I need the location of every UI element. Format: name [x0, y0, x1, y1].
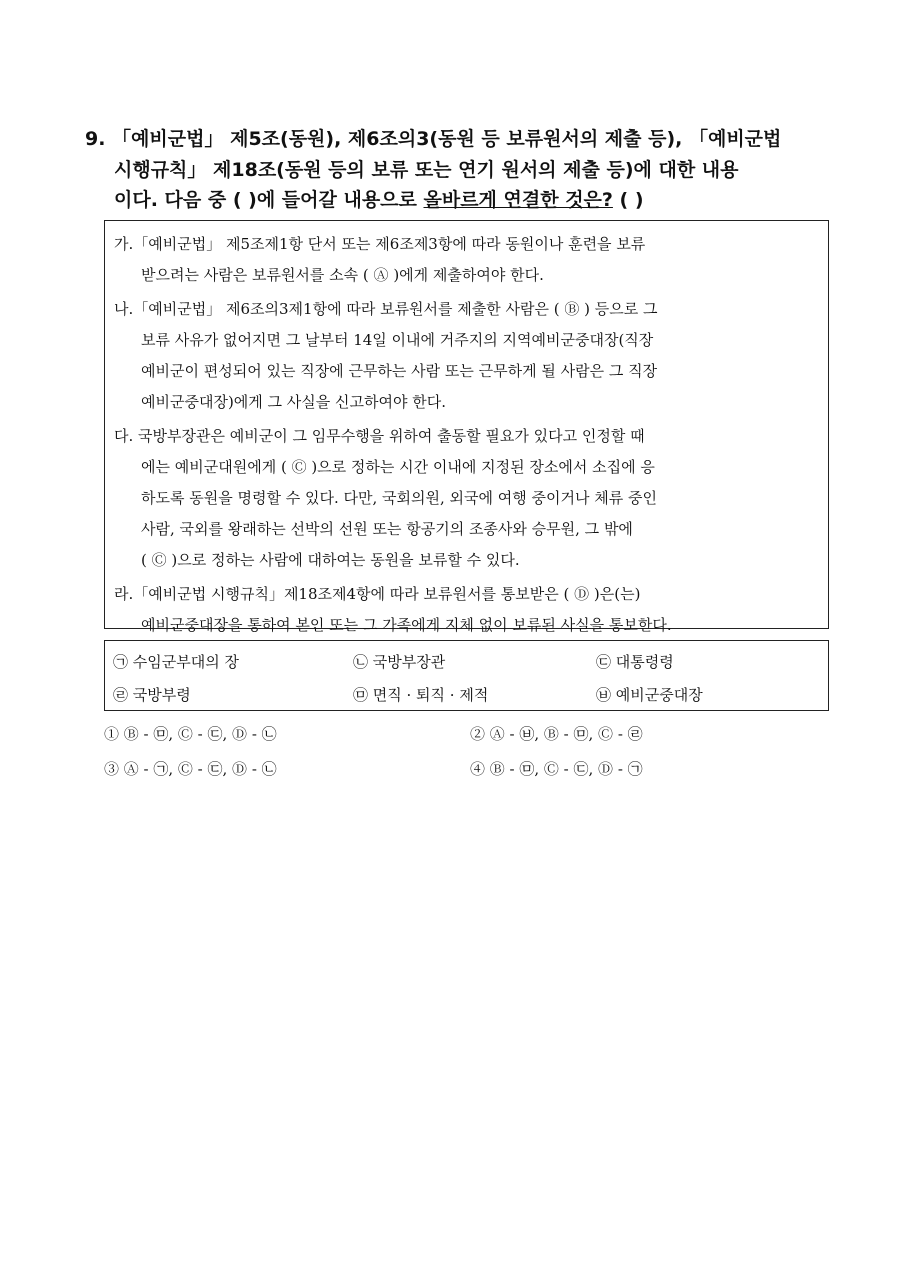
- statement-box: [104, 220, 829, 634]
- options-box: [104, 640, 829, 711]
- answer-choice-1[interactable]: ① Ⓑ - ㉤, Ⓒ - ㉢, Ⓓ - ㉡: [104, 725, 277, 743]
- question-emphasis: 올바르게 연결한 것은?: [423, 189, 613, 211]
- statement-line: 받으려는 사람은 보류원서를 소속 ( Ⓐ )에게 제출하여야 한다.: [141, 266, 544, 284]
- option-giyeok: ㉠ 수임군부대의 장: [113, 653, 239, 671]
- question-text: [85, 124, 840, 216]
- statement-line: ( Ⓒ )으로 정하는 사람에 대하여는 동원을 보류할 수 있다.: [141, 551, 520, 569]
- question-answer-blank: ( ): [612, 189, 644, 211]
- statement-line: 가.「예비군법」 제5조제1항 단서 또는 제6조제3항에 따라 동원이나 훈련을 보류: [114, 235, 646, 253]
- answer-choice-4[interactable]: ④ Ⓑ - ㉤, Ⓒ - ㉢, Ⓓ - ㉠: [470, 760, 643, 778]
- option-mieum: ㉤ 면직 · 퇴직 · 제적: [353, 686, 489, 704]
- answer-choice-3[interactable]: ③ Ⓐ - ㉠, Ⓒ - ㉢, Ⓓ - ㉡: [104, 760, 277, 778]
- statement-line: 예비군이 편성되어 있는 직장에 근무하는 사람 또는 근무하게 될 사람은 그 직장: [141, 362, 658, 380]
- statement-line: 에는 예비군대원에게 ( Ⓒ )으로 정하는 시간 이내에 지정된 장소에서 소집에 응: [141, 458, 655, 476]
- answer-choice-2[interactable]: ② Ⓐ - ㉥, Ⓑ - ㉤, Ⓒ - ㉣: [470, 725, 643, 743]
- option-rieul: ㉣ 국방부령: [113, 686, 191, 704]
- statement-line: 다. 국방부장관은 예비군이 그 임무수행을 위하여 출동할 필요가 있다고 인정할 때: [114, 427, 645, 445]
- question-line-1: 9. 「예비군법」 제5조(동원), 제6조의3(동원 등 보류원서의 제출 등), 「예비군법: [85, 128, 782, 150]
- statement-line: 예비군중대장)에게 그 사실을 신고하여야 한다.: [141, 393, 447, 411]
- question-line-2: 시행규칙」 제18조(동원 등의 보류 또는 연기 원서의 제출 등)에 대한 내용: [114, 158, 739, 181]
- statement-line: 보류 사유가 없어지면 그 날부터 14일 이내에 거주지의 지역예비군중대장(직장: [141, 331, 654, 349]
- statement-line: 라.「예비군법 시행규칙」제18조제4항에 따라 보류원서를 통보받은 ( Ⓓ )은(는): [114, 585, 641, 603]
- statement-line: 나.「예비군법」 제6조의3제1항에 따라 보류원서를 제출한 사람은 ( Ⓑ ) 등으로 그: [114, 300, 658, 318]
- question-line-3-start: 이다. 다음 중 ( )에 들어갈 내용으로: [114, 189, 424, 211]
- statement-ga: [114, 229, 820, 291]
- statement-ra: [114, 579, 820, 641]
- statement-line: 사람, 국외를 왕래하는 선박의 선원 또는 항공기의 조종사와 승무원, 그 밖에: [141, 520, 633, 538]
- option-bieup: ㉥ 예비군중대장: [596, 686, 703, 704]
- statement-na: [114, 294, 820, 418]
- question-line-3: [85, 185, 840, 216]
- statement-line: 예비군중대장을 통하여 본인 또는 그 가족에게 지체 없이 보류된 사실을 통보한다.: [141, 616, 672, 634]
- option-nieun: ㉡ 국방부장관: [353, 653, 446, 671]
- statement-da: [114, 421, 820, 576]
- option-digeut: ㉢ 대통령령: [596, 653, 674, 671]
- statement-line: 하도록 동원을 명령할 수 있다. 다만, 국회의원, 외국에 여행 중이거나 체류 중인: [141, 489, 657, 507]
